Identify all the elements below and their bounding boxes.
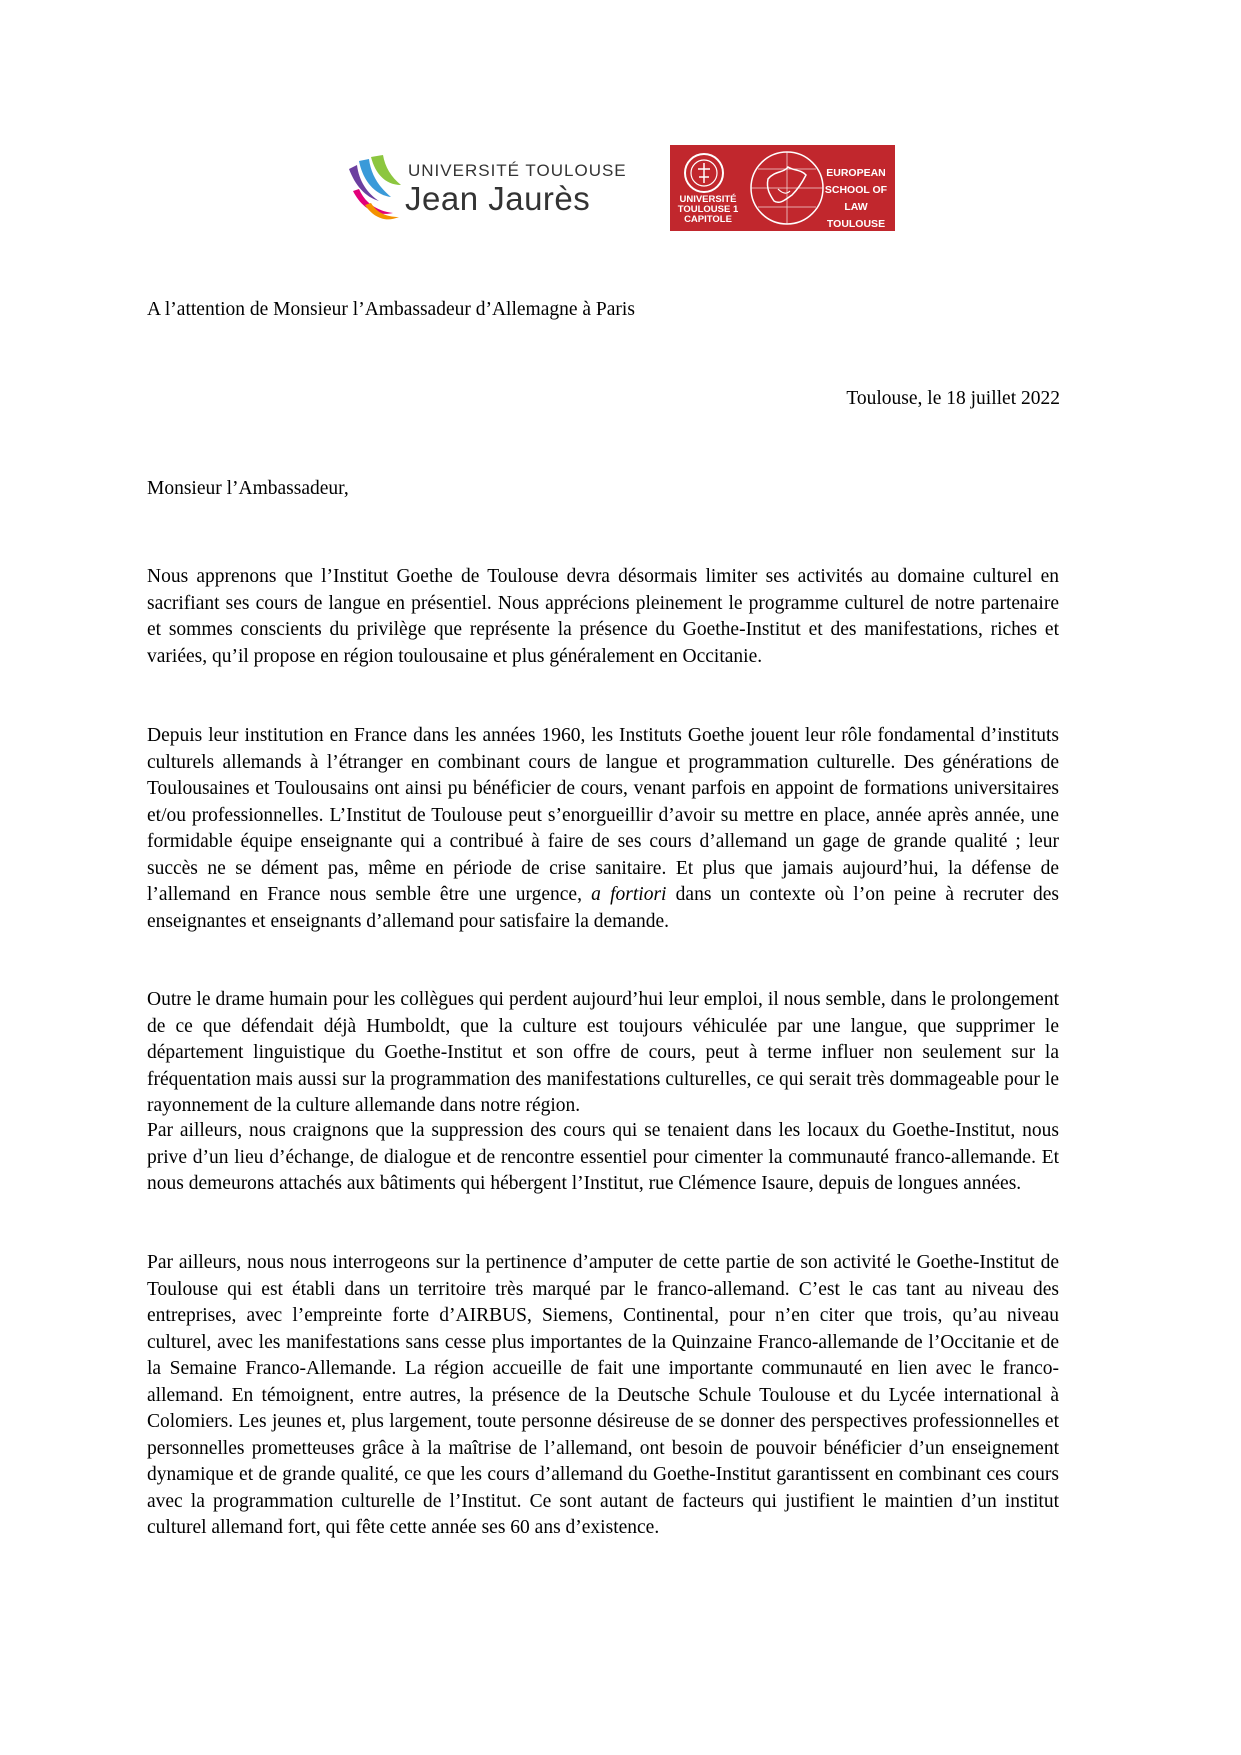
ujj-name-line1: UNIVERSITÉ TOULOUSE bbox=[408, 161, 627, 180]
ut1-capitole-name: UNIVERSITÉ TOULOUSE 1 CAPITOLE bbox=[677, 194, 739, 225]
letter-paragraph-4: Par ailleurs, nous craignons que la suppression des cours qui se tenaient dans les locaux du Goethe-Institut, nous prive d’un lieu d’échange, de dialogue et de rencontre essentiel pour cimenter la communauté franco-allemande. Et nous demeurons attachés aux bâtiments qui hébergent l’Institut, rue Clémence Isaure, depuis de longues années. bbox=[147, 1120, 1059, 1194]
european-school-of-law-name: EUROPEAN SCHOOL OF LAW TOULOUSE bbox=[824, 167, 888, 230]
universite-toulouse-jean-jaures-logo bbox=[345, 155, 655, 230]
letter-paragraph-1: Nous apprenons que l’Institut Goethe de Toulouse devra désormais limiter ses activités au domaine culturel en sacrifiant ses cours de langue en présentiel. Nous apprécions pleinement le programme culturel de notre partenaire et sommes conscients du privilège que représente la présence du Goethe-Institut et des manifestations, riches et variées, qu’il propose en région toulousaine et plus généralement en Occitanie. bbox=[147, 566, 1059, 667]
letter-date: Toulouse, le 18 juillet 2022 bbox=[846, 388, 1060, 409]
ujj-swirl-icon bbox=[345, 155, 405, 225]
paragraph-2-italic-phrase: a fortiori bbox=[591, 884, 667, 905]
letter-paragraph-2 bbox=[147, 723, 1059, 935]
letter-recipient: A l’attention de Monsieur l’Ambassadeur d’Allemagne à Paris bbox=[147, 299, 635, 320]
letter-paragraph-5: Par ailleurs, nous nous interrogeons sur la pertinence d’amputer de cette partie de son activité le Goethe-Institut de Toulouse qui est établi dans un territoire très marqué par le franco-allemand. C’est le cas tant au niveau des entreprises, avec l’empreinte forte d’AIRBUS, Siemens, Continental, pour n’en citer que trois, qu’au niveau culturel, avec les manifestations sans cesse plus importantes de la Quinzaine Franco-allemande de l’Occitanie et de la Semaine Franco-Allemande. La région accueille de fait une importante communauté en lien avec le franco-allemand. En témoignent, entre autres, la présence de la Deutsche Schule Toulouse et du Lycée international à Colomiers. Les jeunes et, plus largement, toute personne désireuse de se donner des perspectives professionnelles et personnelles prometteuses grâce à la maîtrise de l’allemand, ont besoin de pouvoir bénéficier d’un enseignement dynamique et de grande qualité, ce que les cours d’allemand du Goethe-Institut garantissent en combinant ces cours avec la programmation culturelle de l’Institut. Ce sont autant de facteurs qui justifient le maintien d’un institut culturel allemand fort, qui fête cette année ses 60 ans d’existence. bbox=[147, 1252, 1059, 1538]
header-logos bbox=[345, 145, 905, 235]
europe-map-icon bbox=[748, 149, 826, 227]
letter-paragraph-3: Outre le drame humain pour les collègues qui perdent aujourd’hui leur emploi, il nous semble, dans le prolongement de ce que défendait déjà Humboldt, que la culture est toujours véhiculée par une langue, que supprimer le département linguistique du Goethe-Institut et son offre de cours, peut à terme influer non seulement sur la fréquentation mais aussi sur la programmation des manifestations culturelles, ce qui serait très dommageable pour le rayonnement de la culture allemande dans notre région. bbox=[147, 989, 1059, 1116]
letter-salutation: Monsieur l’Ambassadeur, bbox=[147, 478, 349, 499]
paragraph-2-text-end: dans un contexte où l’on peine à recruter des enseignantes et enseignants d’allemand pour satisfaire la demande. bbox=[147, 884, 1059, 932]
ujj-name-line2: Jean Jaurès bbox=[405, 180, 591, 217]
paragraph-2-text-start: Depuis leur institution en France dans les années 1960, les Instituts Goethe jouent leur rôle fondamental d’instituts culturels allemands à l’étranger en combinant cours de langue et programmation culturelle. Des générations de Toulousaines et Toulousains ont ainsi pu bénéficier de cours, venant parfois en appoint de formations universitaires et/ou professionnelles. L’Institut de Toulouse peut s’enorgueillir d’avoir su mettre en place, année après année, une formidable équipe enseignante qui a contribué à faire de ses cours d’allemand un gage de grande qualité ; leur succès ne se dément pas, même en période de crise sanitaire. Et plus que jamais aujourd’hui, la défense de l’allemand en France nous semble être une urgence, bbox=[147, 725, 1059, 905]
university-seal-icon bbox=[682, 151, 726, 195]
european-school-of-law-logo bbox=[670, 145, 895, 231]
